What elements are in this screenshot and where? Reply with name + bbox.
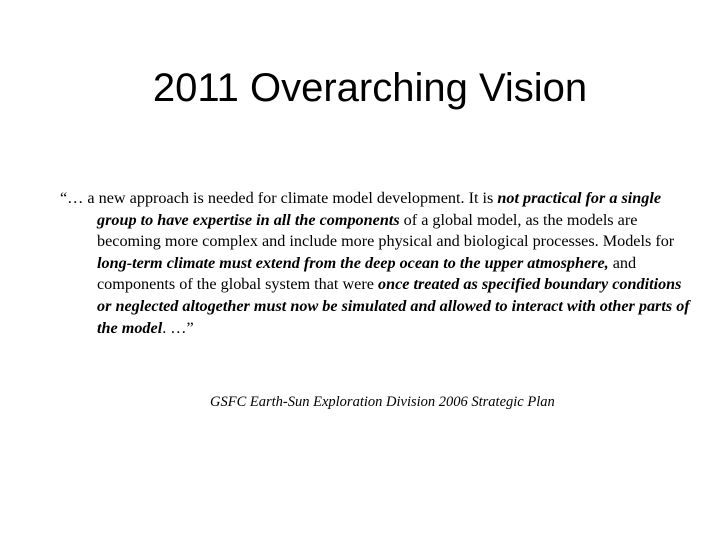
quote-emphasis-long-term: long-term climate must extend from the deep ocean to the upper atmosphere, [97,253,609,272]
quote-source: GSFC Earth-Sun Exploration Division 2006 Strategic Plan [210,394,555,410]
quote-text-open: “… a new approach is needed for climate model development. It is [60,189,498,207]
quote-text-models: of a global model, as the models are becoming more complex and include more physical and biological processes. Models for [97,210,675,251]
quote-paragraph [60,188,697,339]
quote-emphasis-practical: not practical for a single group to have expertise in all the components [97,189,662,229]
quote-text-components: and components of the global system that were [97,253,637,294]
quote-text-close: . …” [162,318,194,337]
slide-title: 2011 Overarching Vision [152,66,588,110]
quote-emphasis-boundary: once treated as specified boundary conditions or neglected altogether must now be simulated and allowed to interact with other parts of the model [97,275,690,337]
